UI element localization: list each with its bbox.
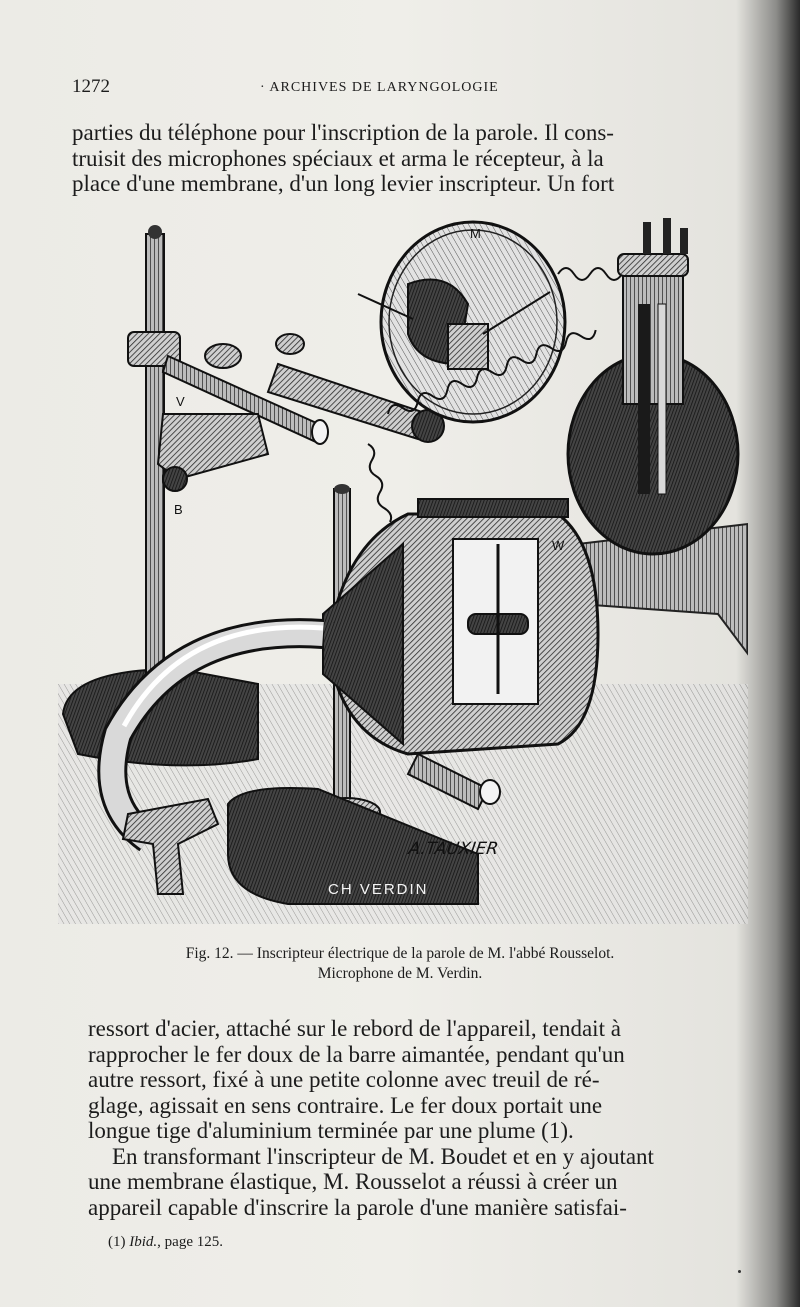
figure-caption [80,944,720,984]
caption-line: Microphone de M. Verdin. [317,965,483,982]
figure-label-w: W [552,538,565,553]
text-line: longue tige d'aluminium terminée par une plume (1). [88,1118,574,1143]
top-paragraph [72,120,730,197]
text-line: autre ressort, fixé à une petite colonne avec treuil de ré- [88,1067,600,1092]
caption-line: Fig. 12. — Inscripteur électrique de la parole de M. l'abbé Rousselot. [185,945,615,962]
text-line: ressort d'acier, attaché sur le rebord de l'appareil, tendait à [88,1016,621,1041]
text-line: glage, agissait en sens contraire. Le fer doux portait une [88,1092,603,1118]
footnote-marker: (1) [108,1234,126,1250]
bottom-paragraph [88,1016,740,1220]
text-line: En transformant l'inscripteur de M. Boudet et en y ajoutant [112,1143,654,1169]
text-line: rapprocher le fer doux de la barre aimantée, pendant qu'un [88,1041,625,1067]
page-mark [738,1270,741,1273]
text-line: une membrane élastique, M. Rousselot a réussi à créer un [88,1169,618,1194]
engraver-signature: CH VERDIN [328,881,429,898]
page-number: 1272 [72,76,110,97]
text-line: parties du téléphone pour l'inscription de la parole. Il cons- [72,120,614,145]
footnote-page: , page 125. [157,1234,223,1250]
text-line: place d'une membrane, d'un long levier inscripteur. Un fort [72,171,615,196]
text-line: truisit des microphones spéciaux et arma le récepteur, à la [72,145,604,171]
text-line: appareil capable d'inscrire la parole d'une manière satisfai- [88,1194,627,1220]
running-title: · ARCHIVES DE LARYNGOLOGIE [260,80,499,95]
page-header [72,76,732,102]
figure-illustration [58,214,748,926]
figure-label-b: B [174,502,183,517]
footnote [108,1234,223,1251]
artist-signature: A.TAUXIER [407,839,500,859]
figure-label-v: V [176,394,185,409]
footnote-ref: Ibid. [129,1234,158,1250]
figure-label-m: M [470,226,481,241]
